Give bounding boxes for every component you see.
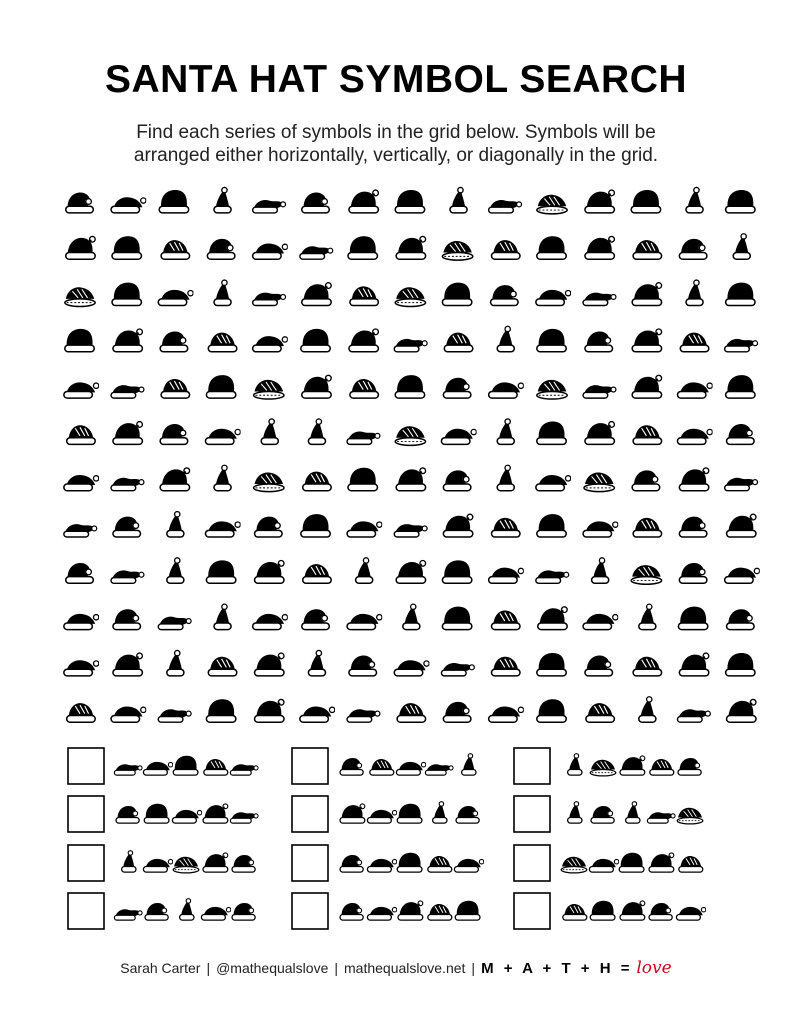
santa-hat-icon [632, 470, 660, 490]
santa-hat-icon [112, 283, 141, 306]
santa-hat-icon [492, 657, 521, 676]
santa-hat-icon [561, 857, 587, 873]
checkbox[interactable] [514, 893, 550, 929]
santa-hat-icon [725, 339, 758, 352]
santa-hat-icon [584, 473, 614, 492]
santa-hat-icon [678, 607, 707, 630]
santa-hat-icon [230, 812, 258, 823]
santa-hat-icon [349, 190, 378, 213]
footer-handle: @mathequalslove [216, 960, 329, 976]
santa-hat-icon [679, 856, 703, 872]
santa-hat-icon [158, 709, 191, 722]
santa-hat-icon [347, 614, 382, 630]
santa-hat-icon [203, 804, 228, 823]
santa-hat-icon [396, 468, 425, 491]
santa-hat-icon [253, 244, 288, 260]
santa-hat-icon [396, 762, 425, 775]
santa-hat-icon [340, 758, 363, 775]
santa-hat-icon [450, 187, 467, 212]
page-title: SANTA HAT SYMBOL SEARCH [104, 58, 688, 101]
checkbox[interactable] [68, 845, 104, 881]
santa-hat-icon [347, 431, 380, 444]
santa-hat-icon [444, 333, 473, 352]
santa-hat-icon [347, 521, 382, 537]
santa-hat-icon [497, 326, 514, 351]
symbol-grid [64, 187, 760, 722]
santa-hat-icon [538, 607, 567, 630]
santa-hat-icon [113, 653, 142, 676]
checkbox[interactable] [68, 796, 104, 832]
santa-hat-icon [253, 336, 288, 352]
santa-hat-icon [111, 707, 146, 723]
santa-hat-icon [180, 899, 194, 920]
santa-hat-icon [302, 283, 331, 306]
santa-hat-icon [583, 293, 616, 306]
santa-hat-icon [677, 808, 703, 824]
santa-hat-icon [489, 382, 524, 398]
santa-hat-icon [537, 653, 566, 676]
santa-hat-icon [677, 382, 712, 398]
santa-hat-icon [64, 475, 99, 491]
santa-hat-icon [537, 195, 567, 214]
santa-hat-icon [442, 283, 471, 306]
santa-hat-icon [112, 236, 141, 259]
santa-hat-icon [441, 429, 476, 445]
santa-hat-icon [253, 614, 288, 630]
santa-hat-icon [633, 518, 662, 537]
santa-hat-icon [67, 703, 96, 722]
santa-hat-icon [144, 804, 169, 823]
santa-hat-icon [214, 280, 231, 305]
santa-hat-icon [208, 333, 237, 352]
santa-hat-icon [443, 514, 472, 537]
santa-hat-icon [303, 564, 332, 583]
santa-hat-icon [66, 193, 94, 213]
footer [0, 958, 792, 978]
santa-hat-icon [583, 385, 616, 398]
santa-hat-icon [590, 901, 615, 920]
santa-hat-icon [300, 246, 333, 259]
santa-hat-icon [455, 901, 480, 920]
santa-hat-icon [173, 756, 198, 775]
santa-hat-icon [442, 241, 472, 260]
santa-hat-icon [340, 804, 365, 823]
santa-hat-icon [158, 290, 193, 306]
santa-hat-icon [396, 236, 425, 259]
santa-hat-icon [403, 604, 420, 629]
santa-hat-icon [172, 810, 201, 823]
santa-hat-icon [167, 512, 184, 537]
santa-hat-icon [536, 290, 571, 306]
answer-item [292, 893, 480, 929]
santa-hat-icon [633, 425, 662, 444]
santa-hat-icon [206, 699, 235, 722]
santa-hat-icon [143, 859, 172, 872]
santa-hat-icon [230, 764, 258, 775]
santa-hat-icon [442, 607, 471, 630]
answer-item [68, 748, 258, 784]
checkbox[interactable] [292, 796, 328, 832]
footer-site: mathequalslove.net [344, 960, 466, 976]
santa-hat-icon [626, 802, 640, 823]
santa-hat-icon [158, 617, 191, 630]
santa-hat-icon [631, 190, 660, 213]
santa-hat-icon [537, 380, 567, 399]
santa-hat-icon [678, 758, 701, 775]
santa-hat-icon [113, 517, 141, 537]
santa-hat-icon [632, 375, 661, 398]
santa-hat-icon [489, 707, 524, 723]
santa-hat-icon [167, 558, 184, 583]
santa-hat-icon [160, 331, 188, 351]
santa-hat-icon [395, 375, 424, 398]
santa-hat-icon [160, 468, 189, 491]
santa-hat-icon [536, 570, 569, 583]
santa-hat-icon [727, 514, 756, 537]
santa-hat-icon [686, 280, 703, 305]
santa-hat-icon [441, 663, 474, 676]
santa-hat-icon [633, 240, 662, 259]
santa-hat-icon [301, 514, 330, 537]
santa-hat-icon [203, 853, 228, 872]
santa-hat-icon [679, 563, 707, 583]
santa-hat-icon [64, 614, 99, 630]
santa-hat-icon [173, 857, 199, 873]
santa-hat-icon [686, 187, 703, 212]
santa-hat-icon [340, 903, 363, 920]
answer-item [514, 893, 706, 929]
footer-separator: | [206, 960, 211, 976]
santa-hat-icon [397, 853, 422, 872]
answer-item [514, 796, 703, 832]
checkbox[interactable] [292, 893, 328, 929]
santa-hat-icon [443, 470, 471, 490]
santa-hat-icon [433, 802, 447, 823]
santa-hat-icon [64, 660, 99, 676]
santa-hat-icon [727, 424, 755, 444]
santa-hat-icon [255, 653, 284, 676]
santa-hat-icon [65, 329, 94, 352]
santa-hat-icon [650, 759, 674, 775]
santa-hat-icon [679, 239, 707, 259]
santa-hat-icon [397, 703, 426, 722]
checkbox[interactable] [514, 748, 550, 784]
santa-hat-icon [679, 517, 707, 537]
santa-hat-icon [492, 610, 521, 629]
santa-hat-icon [619, 853, 644, 872]
santa-hat-icon [726, 375, 755, 398]
santa-hat-icon [261, 419, 278, 444]
santa-hat-icon [456, 806, 479, 823]
santa-hat-icon [397, 804, 422, 823]
santa-hat-icon [302, 609, 330, 629]
answer-item [68, 893, 255, 929]
santa-hat-icon [116, 806, 139, 823]
santa-hat-icon [255, 699, 284, 722]
answer-item [292, 796, 479, 832]
checkbox[interactable] [292, 748, 328, 784]
santa-hat-icon [631, 565, 661, 584]
santa-hat-icon [161, 379, 190, 398]
santa-hat-icon [64, 382, 99, 398]
santa-hat-icon [300, 707, 335, 723]
santa-hat-icon [462, 754, 476, 775]
santa-hat-icon [113, 329, 142, 352]
santa-hat-icon [428, 904, 452, 920]
santa-hat-icon [347, 709, 380, 722]
santa-hat-icon [568, 802, 582, 823]
brand-love-script: love [636, 958, 672, 978]
santa-hat-icon [726, 653, 755, 676]
santa-hat-icon [443, 378, 471, 398]
answer-item [292, 845, 484, 881]
checkbox[interactable] [514, 845, 550, 881]
santa-hat-icon [122, 851, 136, 872]
footer-author: Sarah Carter [120, 960, 201, 976]
santa-hat-icon [727, 609, 755, 629]
santa-hat-icon [725, 478, 758, 491]
santa-hat-icon [302, 193, 330, 213]
answer-item [292, 748, 476, 784]
santa-hat-icon [492, 518, 521, 537]
santa-hat-icon [677, 429, 712, 445]
santa-hat-icon [633, 657, 662, 676]
santa-hat-icon [207, 239, 235, 259]
santa-hat-icon [255, 561, 284, 584]
santa-hat-icon [395, 426, 425, 445]
santa-hat-icon [649, 903, 672, 920]
santa-hat-icon [620, 901, 645, 920]
santa-hat-icon [308, 419, 325, 444]
santa-hat-icon [67, 425, 96, 444]
santa-hat-icon [592, 558, 609, 583]
santa-hat-icon [111, 478, 144, 491]
santa-hat-icon [232, 855, 255, 872]
santa-hat-icon [537, 236, 566, 259]
santa-hat-icon [64, 524, 97, 537]
santa-hat-icon [167, 650, 184, 675]
santa-hat-icon [370, 759, 394, 775]
santa-hat-icon [537, 514, 566, 537]
santa-hat-icon [114, 764, 142, 775]
santa-hat-icon [160, 424, 188, 444]
santa-hat-icon [585, 422, 614, 445]
footer-separator: | [471, 960, 476, 976]
instructions-line-2: arranged either horizontally, vertically, or diagonally in the grid. [133, 145, 659, 166]
santa-hat-icon [733, 234, 750, 259]
santa-hat-icon [161, 240, 190, 259]
santa-hat-icon [356, 558, 373, 583]
santa-hat-icon [586, 703, 615, 722]
checkbox[interactable] [68, 748, 104, 784]
answer-item [68, 845, 255, 881]
answer-key [68, 748, 706, 929]
santa-hat-icon [395, 287, 425, 306]
santa-hat-icon [443, 702, 471, 722]
checkbox[interactable] [514, 796, 550, 832]
answer-item [514, 748, 701, 784]
santa-hat-icon [143, 762, 172, 775]
santa-hat-icon [214, 187, 231, 212]
santa-hat-icon [253, 293, 286, 306]
santa-hat-icon [568, 754, 582, 775]
santa-hat-icon [254, 380, 284, 399]
santa-hat-icon [396, 561, 425, 584]
santa-hat-icon [497, 419, 514, 444]
santa-hat-icon [205, 429, 240, 445]
santa-hat-icon [301, 329, 330, 352]
santa-hat-icon [679, 468, 708, 491]
santa-hat-icon [349, 656, 377, 676]
santa-hat-icon [398, 901, 423, 920]
santa-hat-icon [591, 806, 614, 823]
santa-hat-icon [563, 904, 587, 920]
santa-hat-icon [537, 699, 566, 722]
instructions-line-1: Find each series of symbols in the grid below. Symbols will be [136, 122, 656, 143]
santa-hat-icon [308, 650, 325, 675]
santa-hat-icon [113, 422, 142, 445]
santa-hat-icon [726, 190, 755, 213]
santa-hat-icon [639, 604, 656, 629]
santa-hat-icon [442, 560, 471, 583]
santa-hat-icon [350, 286, 379, 305]
santa-hat-icon [205, 521, 240, 537]
santa-hat-icon [497, 465, 514, 490]
santa-hat-icon [232, 903, 255, 920]
santa-hat-icon [145, 903, 168, 920]
santa-hat-icon [367, 810, 396, 823]
santa-hat-icon [536, 475, 571, 491]
santa-hat-icon [492, 240, 521, 259]
santa-hat-icon [454, 859, 483, 872]
santa-hat-icon [590, 760, 616, 776]
santa-hat-icon [214, 465, 231, 490]
santa-hat-icon [677, 709, 710, 722]
santa-hat-icon [679, 653, 708, 676]
santa-hat-icon [727, 699, 756, 722]
santa-hat-icon [340, 855, 363, 872]
santa-hat-icon [676, 907, 705, 920]
santa-hat-icon [537, 329, 566, 352]
santa-hat-icon [208, 657, 237, 676]
santa-hat-icon [349, 329, 378, 352]
santa-hat-icon [111, 570, 144, 583]
santa-hat-icon [254, 473, 284, 492]
santa-hat-icon [725, 568, 760, 584]
santa-hat-icon [394, 660, 429, 676]
santa-hat-icon [253, 200, 286, 213]
santa-hat-icon [303, 472, 332, 491]
santa-hat-icon [255, 517, 283, 537]
answer-item [514, 845, 703, 881]
santa-hat-icon [680, 333, 709, 352]
santa-hat-icon [66, 236, 95, 259]
santa-hat-icon [111, 197, 146, 213]
santa-hat-icon [491, 285, 519, 305]
santa-hat-icon [394, 339, 427, 352]
santa-hat-icon [395, 190, 424, 213]
answer-item [68, 796, 258, 832]
footer-separator: | [334, 960, 338, 976]
santa-hat-icon [489, 568, 524, 584]
santa-hat-icon [114, 909, 142, 920]
santa-hat-icon [348, 236, 377, 259]
santa-hat-icon [632, 329, 661, 352]
santa-hat-icon [113, 609, 141, 629]
santa-hat-icon [639, 697, 656, 722]
santa-hat-icon [425, 764, 453, 775]
santa-hat-icon [537, 421, 566, 444]
santa-hat-icon [585, 656, 613, 676]
santa-hat-icon [649, 853, 674, 872]
santa-hat-icon [620, 756, 645, 775]
santa-hat-icon [206, 375, 235, 398]
santa-hat-icon [632, 283, 661, 306]
santa-hat-icon [159, 190, 188, 213]
santa-hat-icon [589, 859, 618, 872]
santa-hat-icon [585, 331, 613, 351]
santa-hat-icon [214, 604, 231, 629]
checkbox[interactable] [68, 893, 104, 929]
santa-hat-icon [348, 468, 377, 491]
santa-hat-icon [489, 200, 522, 213]
santa-hat-icon [302, 375, 331, 398]
santa-hat-icon [111, 385, 144, 398]
santa-hat-icon [201, 907, 230, 920]
santa-hat-icon [350, 379, 379, 398]
santa-hat-icon [394, 524, 427, 537]
santa-hat-icon [428, 856, 452, 872]
santa-hat-icon [647, 812, 675, 823]
santa-hat-icon [66, 563, 94, 583]
santa-hat-icon [726, 283, 755, 306]
santa-hat-icon [583, 614, 618, 630]
brand-logo-text: M + A + T + H = [481, 960, 633, 977]
checkbox[interactable] [292, 845, 328, 881]
santa-hat-icon [204, 759, 228, 775]
santa-hat-icon [65, 287, 95, 306]
santa-hat-icon [206, 560, 235, 583]
santa-hat-icon [367, 859, 396, 872]
santa-hat-icon [367, 907, 396, 920]
santa-hat-icon [585, 236, 614, 259]
santa-hat-icon [585, 190, 614, 213]
santa-hat-icon [583, 521, 618, 537]
